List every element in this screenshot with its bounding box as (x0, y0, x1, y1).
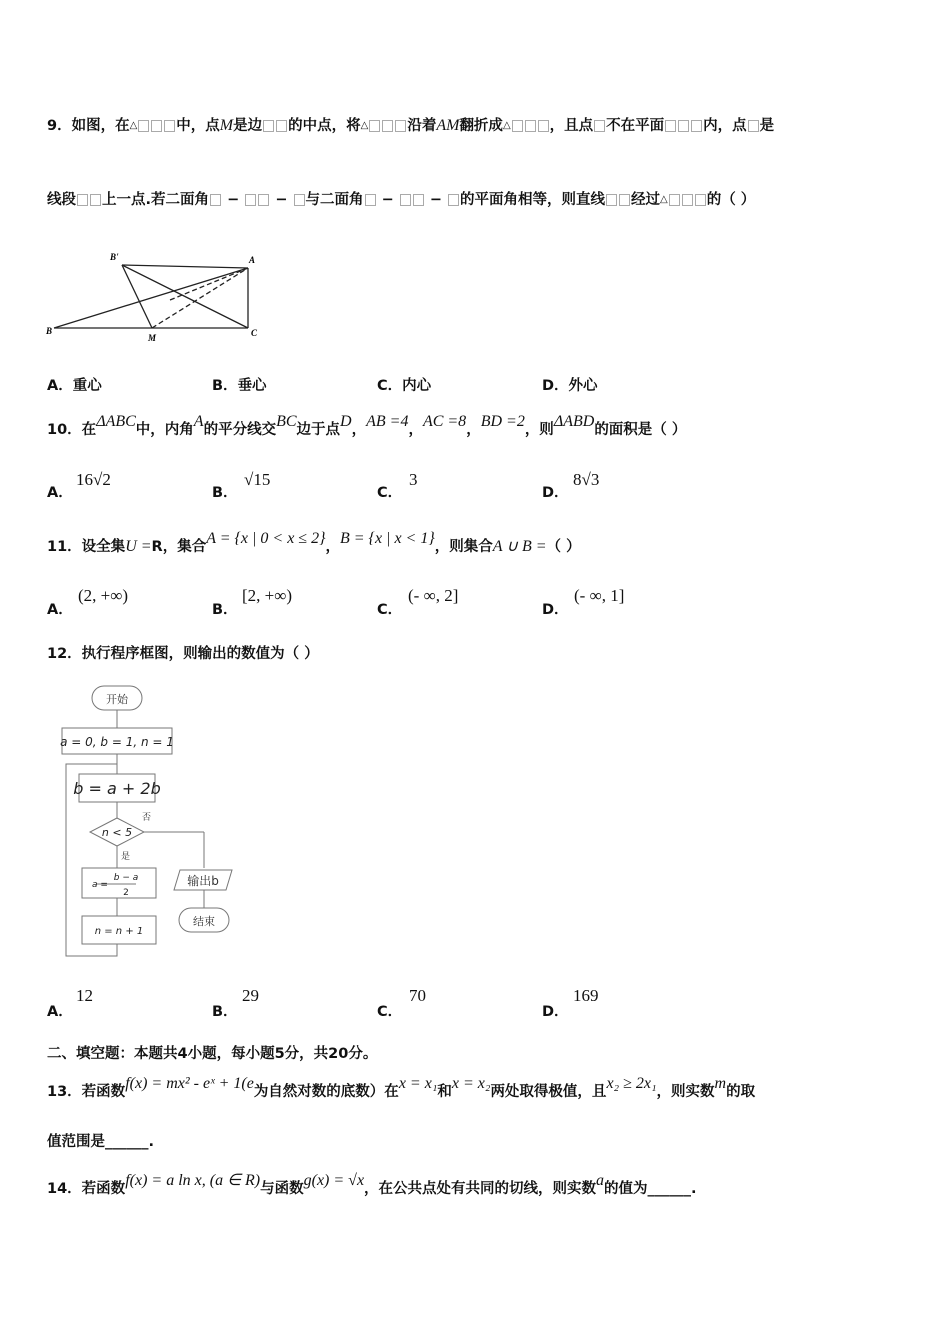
q9-option-c[interactable]: C．内心 (377, 378, 432, 394)
q14-stem: 14．若函数f(x) = a ln x, (a ∈ R)与函数g(x) = √x，在公共点处有共同的切线，则实数a的值为______. (47, 1172, 697, 1197)
q11-option-c-label[interactable]: C． (377, 602, 403, 618)
q12-flowchart (58, 682, 248, 962)
q10-option-d-label[interactable]: D． (542, 485, 569, 501)
missing-glyph-icon (90, 194, 101, 206)
missing-glyph-icon (512, 120, 523, 132)
q11-option-d-value: (- ∞, 1] (574, 586, 625, 605)
missing-glyph-icon (691, 120, 702, 132)
q10-option-b-value: √15 (244, 470, 271, 489)
flow-init-label: a = 0, b = 1, n = 1 (60, 735, 174, 749)
missing-glyph-icon (669, 194, 680, 206)
q11-option-a-label[interactable]: A． (47, 602, 73, 618)
q10-option-a-label[interactable]: A． (47, 485, 73, 501)
triangle-placeholder-icon: △ (129, 120, 138, 131)
q9-line2: 线段 上一点.若二面角 − − 与二面角 − − 的平面角相等，则直线 经过△ 的（ ） (47, 192, 756, 208)
q11-option-b-value: [2, +∞) (242, 586, 293, 605)
missing-glyph-icon (245, 194, 256, 206)
q12-stem: 12．执行程序框图，则输出的数值为（ ） (47, 646, 319, 662)
edge-b1-a (122, 265, 248, 268)
q12-option-c-label[interactable]: C． (377, 1004, 403, 1020)
q10-stem: 10．在ΔABC中，内角A的平分线交BC边于点D，AB =4，AC =8，BD =2，则ΔABD的面积是（ ） (47, 413, 687, 438)
triangle-placeholder-icon: △ (502, 120, 511, 131)
flow-assign-numerator: b − a (113, 873, 139, 883)
flow-condition-label: n < 5 (101, 826, 133, 839)
missing-glyph-icon (294, 194, 305, 206)
q12-option-b-value: 29 (242, 986, 259, 1005)
missing-glyph-icon (665, 120, 676, 132)
q13-line1: 13．若函数f(x) = mx² - eˣ + 1(e为自然对数的底数）在x = x₁和x = x₂两处取得极值，且x₂ ≥ 2x₁，则实数m的取 (47, 1075, 756, 1100)
missing-glyph-icon (138, 120, 149, 132)
missing-glyph-icon (413, 194, 424, 206)
label-m: M (148, 333, 157, 343)
flow-yes-label: 是 (121, 852, 131, 862)
q10-option-d-value: 8√3 (573, 470, 600, 489)
q11-option-c-value: (- ∞, 2] (408, 586, 459, 605)
q11-option-d-label[interactable]: D． (542, 602, 569, 618)
flow-assign-denominator: 2 (123, 888, 129, 898)
label-b: B (46, 326, 53, 336)
q10-option-c-label[interactable]: C． (377, 485, 403, 501)
label-a: A (249, 255, 256, 265)
missing-glyph-icon (678, 120, 689, 132)
triangle-placeholder-icon: △ (660, 194, 668, 205)
missing-glyph-icon (606, 194, 617, 206)
missing-glyph-icon (448, 194, 459, 206)
q11-option-b-label[interactable]: B． (212, 602, 238, 618)
q12-option-d-label[interactable]: D． (542, 1004, 569, 1020)
q12-option-c-value: 70 (409, 986, 426, 1005)
missing-glyph-icon (619, 194, 630, 206)
q10-option-b-label[interactable]: B． (212, 485, 238, 501)
missing-glyph-icon (258, 194, 269, 206)
q12-option-a-label[interactable]: A． (47, 1004, 73, 1020)
missing-glyph-icon (365, 194, 376, 206)
missing-glyph-icon (151, 120, 162, 132)
missing-glyph-icon (400, 194, 411, 206)
q13-line2: 值范围是______. (47, 1134, 155, 1150)
section-2-heading: 二、填空题：本题共4小题，每小题5分，共20分。 (47, 1046, 378, 1062)
flow-step-label: b = a + 2b (73, 779, 161, 798)
missing-glyph-icon (525, 120, 536, 132)
missing-glyph-icon (395, 120, 406, 132)
edge-b1-m (122, 265, 152, 328)
missing-glyph-icon (382, 120, 393, 132)
q11-stem: 11．设全集U =R，集合A = {x | 0 < x ≤ 2}，B = {x | x < 1}，则集合A ∪ B =（ ） (47, 530, 581, 555)
missing-glyph-icon (538, 120, 549, 132)
missing-glyph-icon (164, 120, 175, 132)
q9-geometry-figure (40, 250, 280, 345)
edge-m-a-dashed (152, 268, 248, 328)
missing-glyph-icon (276, 120, 287, 132)
flow-start-label: 开始 (106, 693, 128, 706)
missing-glyph-icon (682, 194, 693, 206)
q10-option-c-value: 3 (409, 470, 418, 489)
edge-p-a-dashed (170, 268, 248, 300)
flow-end-label: 结束 (193, 915, 215, 928)
missing-glyph-icon (210, 194, 221, 206)
edge-b-a (54, 268, 248, 328)
q10-option-a-value: 16√2 (76, 470, 111, 489)
flow-assign-lhs: a = (92, 880, 108, 890)
flow-no-label: 否 (142, 813, 152, 823)
q12-option-a-value: 12 (76, 986, 93, 1005)
missing-glyph-icon (263, 120, 274, 132)
missing-glyph-icon (77, 194, 88, 206)
q9-line1: 9．如图，在△ 中，点M是边 的中点，将△ 沿着AM翻折成△ ，且点 不在平面 内，点 是 (47, 117, 775, 134)
flow-increment-label: n = n + 1 (94, 926, 144, 937)
label-c: C (251, 328, 258, 338)
missing-glyph-icon (594, 120, 605, 132)
missing-glyph-icon (369, 120, 380, 132)
flow-output-label: 输出b (187, 874, 219, 888)
label-b1: B' (110, 252, 119, 262)
q12-option-b-label[interactable]: B． (212, 1004, 238, 1020)
q12-option-d-value: 169 (573, 986, 599, 1005)
missing-glyph-icon (748, 120, 759, 132)
q9-option-b[interactable]: B．垂心 (212, 378, 267, 394)
q9-option-a[interactable]: A．重心 (47, 378, 102, 394)
q11-option-a-value: (2, +∞) (78, 586, 129, 605)
missing-glyph-icon (695, 194, 706, 206)
triangle-placeholder-icon: △ (360, 120, 369, 131)
q9-option-d[interactable]: D．外心 (542, 378, 598, 394)
